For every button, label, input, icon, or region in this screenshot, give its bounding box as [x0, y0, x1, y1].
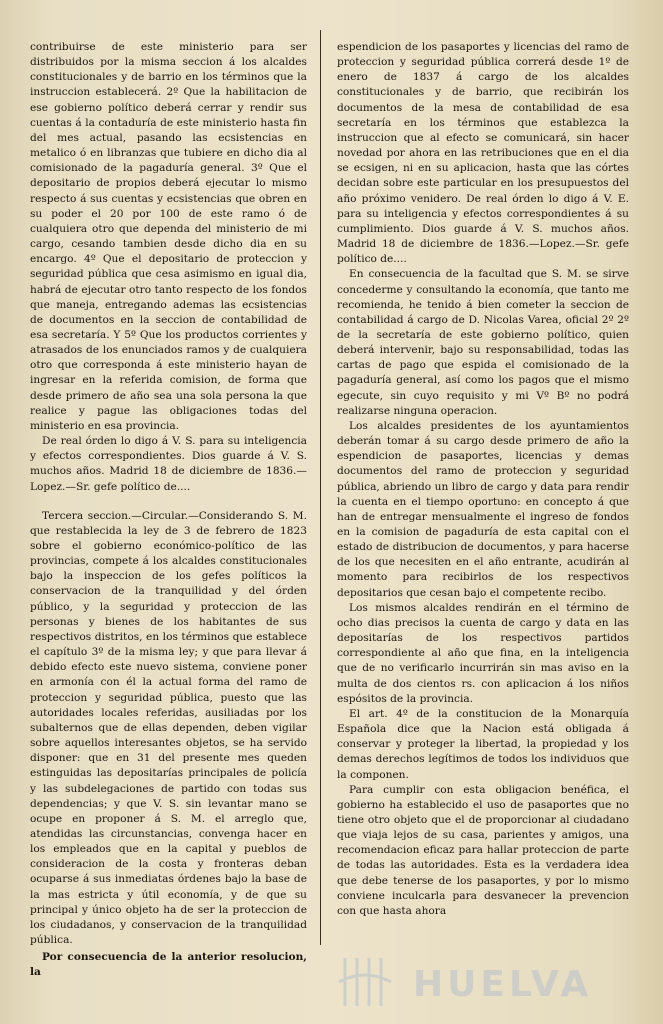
- left-paragraph-2: De real órden lo digo á V. S. para su inteligencia y efectos correspondientes. Dios guarde á V. S. muchos años. Madrid 18 de diciembre de 1836.—Lopez.—Sr. gefe político de....: [30, 435, 307, 493]
- left-paragraph-1: contribuirse de este ministerio para ser distribuidos por la misma seccion á los alcaldes constitucionales y de barrio en los términos que la instruccion establecerá. 2º Que la habilitacion de ese gobierno político deberá cerrar y rendir sus cuentas á la contaduría de este ministerio hasta fin del mes actual, pasando las ecsistencias en metalico ó en libranzas que tubiere en dicho dia al comisionado de la pagaduría general. 3º Que el depositario de propios deberá ejecutar lo mismo respecto á sus cuentas y ecsistencias que obren en su poder el 20 por 100 de este ramo ó de cualquiera otro que dependa del ministerio de mi cargo, cesando tambien desde dicho dia en su encargo. 4º Que el depositario de proteccion y seguridad pública que cesa asimismo en igual dia, habrá de ejecutar otro tanto respecto de los fondos que maneja, entregando ademas las ecsistencias de documentos en la seccion de contabilidad de esa secretaría. Y 5º Que los productos corrientes y atrasados de los enunciados ramos y de cualquiera otro que corresponda á este ministerio hayan de ingresar en la referida comision, de forma que desde primero de año sea una sola persona la que realice y pague las obligaciones todas del ministerio en esa provincia.: [30, 41, 307, 432]
- left-column: [30, 40, 307, 981]
- right-paragraph-1: espendicion de los pasaportes y licencias del ramo de proteccion y seguridad pública correrá desde 1º de enero de 1837 á cargo de los alcaldes constitucionales y de barrio, que recibirán los documentos de la mesa de contabilidad de esa secretaría en los términos que establezca la instruccion que al efecto se comunicará, sin hacer novedad por ahora en las retribuciones que en el dia se ecsigen, ni en su aplicacion, hasta que las córtes decidan sobre este particular en los presupuestos del año próximo venidero. De real órden lo digo á V. E. para su inteligencia y efectos correspondientes á su cumplimiento. Dios guarde á V. S. muchos años. Madrid 18 de diciembre de 1836.—Lopez.—Sr. gefe político de....: [337, 41, 629, 266]
- right-paragraph-4: Los mismos alcaldes rendirán en el término de ocho dias precisos la cuenta de cargo y data en las depositarías de los respectivos partidos correspondiente al año que fina, en la inteligencia que de no verificarlo incurrirán sin mas aviso en la multa de dos cientos rs. con aplicacion á los niños espósitos de la provincia.: [337, 601, 629, 705]
- left-paragraph-final: Por consecuencia de la anterior resolucion, la: [30, 951, 307, 979]
- right-paragraph-5: El art. 4º de la constitucion de la Monarquía Española dice que la Nacion está obligada á conservar y proteger la libertad, la propiedad y los demas derechos legítimos de todos los individuos que la componen.: [337, 707, 629, 781]
- right-paragraph-3: Los alcaldes presidentes de los ayuntamientos deberán tomar á su cargo desde primero de año la espendicion de pasaportes, licencias y demas documentos del ramo de proteccion y seguridad pública, abriendo un libro de cargo y data para rendir la cuenta en el tiempo oportuno: en concepto á que han de entregar mensualmente el ingreso de fondos en la comision de pagaduría de esta capital con el estado de distribucion de documentos, y para hacerse de los que necesiten en el año entrante, acudirán al momento para recibirlos de los respectivos depositarios que cesan bajo el competente recibo.: [337, 419, 629, 599]
- circular-paragraph: Tercera seccion.—Circular.—Considerando S. M. que restablecida la ley de 3 de febrero de 1823 sobre el gobierno económico-político de las provincias, compete á los alcaldes constitucionales bajo la inspeccion de los gefes políticos la conservacion de la tranquilidad y del órden público, y la seguridad y proteccion de las personas y bienes de los habitantes de sus respectivos distritos, en los términos que establece el capítulo 3º de la misma ley; y que para llevar á debido efecto este nuevo sistema, conviene poner en armonía con él la actual forma del ramo de proteccion y seguridad pública, puesto que las autoridades locales referidas, ausiliadas por los subalternos que de ellas dependen, deben vigilar sobre aquellos interesantes objetos, se ha servido disponer: que en 31 del presente mes queden estinguidas las depositarías principales de policía y las subdelegaciones de partido con todas sus dependencias; y que V. S. sin levantar mano se ocupe en proponer á S. M. el arreglo que, atendidas las circunstancias, convenga hacer en los empleados que en la capital y pueblos de consideracion de la costa y fronteras deban ocuparse á sus inmediatas órdenes bajo la base de la mas estricta y útil economía, y de que su principal y único objeto ha de ser la proteccion de los ciudadanos, y conservacion de la tranquilidad pública.: [30, 509, 307, 947]
- column-divider: [320, 30, 321, 945]
- library-watermark: [325, 948, 625, 1016]
- watermark-text: HUELVA: [413, 964, 593, 1005]
- right-paragraph-6: Para cumplir con esta obligacion benéfica, el gobierno ha establecido el uso de pasaportes que no tiene otro objeto que el de proporcionar al ciudadano que viaja lejos de su casa, parientes y amigos, una recomendacion eficaz para hallar proteccion de parte de todas las autoridades. Esta es la verdadera idea que debe tenerse de los pasaportes, y por lo mismo conviene inculcarla para desvanecer la prevencion con que hasta ahora: [337, 783, 629, 917]
- right-column: [337, 40, 629, 919]
- right-paragraph-2: En consecuencia de la facultad que S. M. se sirve concederme y consultando la economía, que tanto me recomienda, he tenido á bien cometer la seccion de contabilidad á cargo de D. Nicolas Varea, oficial 2º 2º de la secretaría de este gobierno político, quien deberá intervenir, bajo su responsabilidad, todas las cartas de pago que espida el comisionado de la pagaduría general, así como los pagos que el mismo egecute, sin cuyo requisito y mi Vº Bº no podrá realizarse ninguna operacion.: [337, 268, 629, 417]
